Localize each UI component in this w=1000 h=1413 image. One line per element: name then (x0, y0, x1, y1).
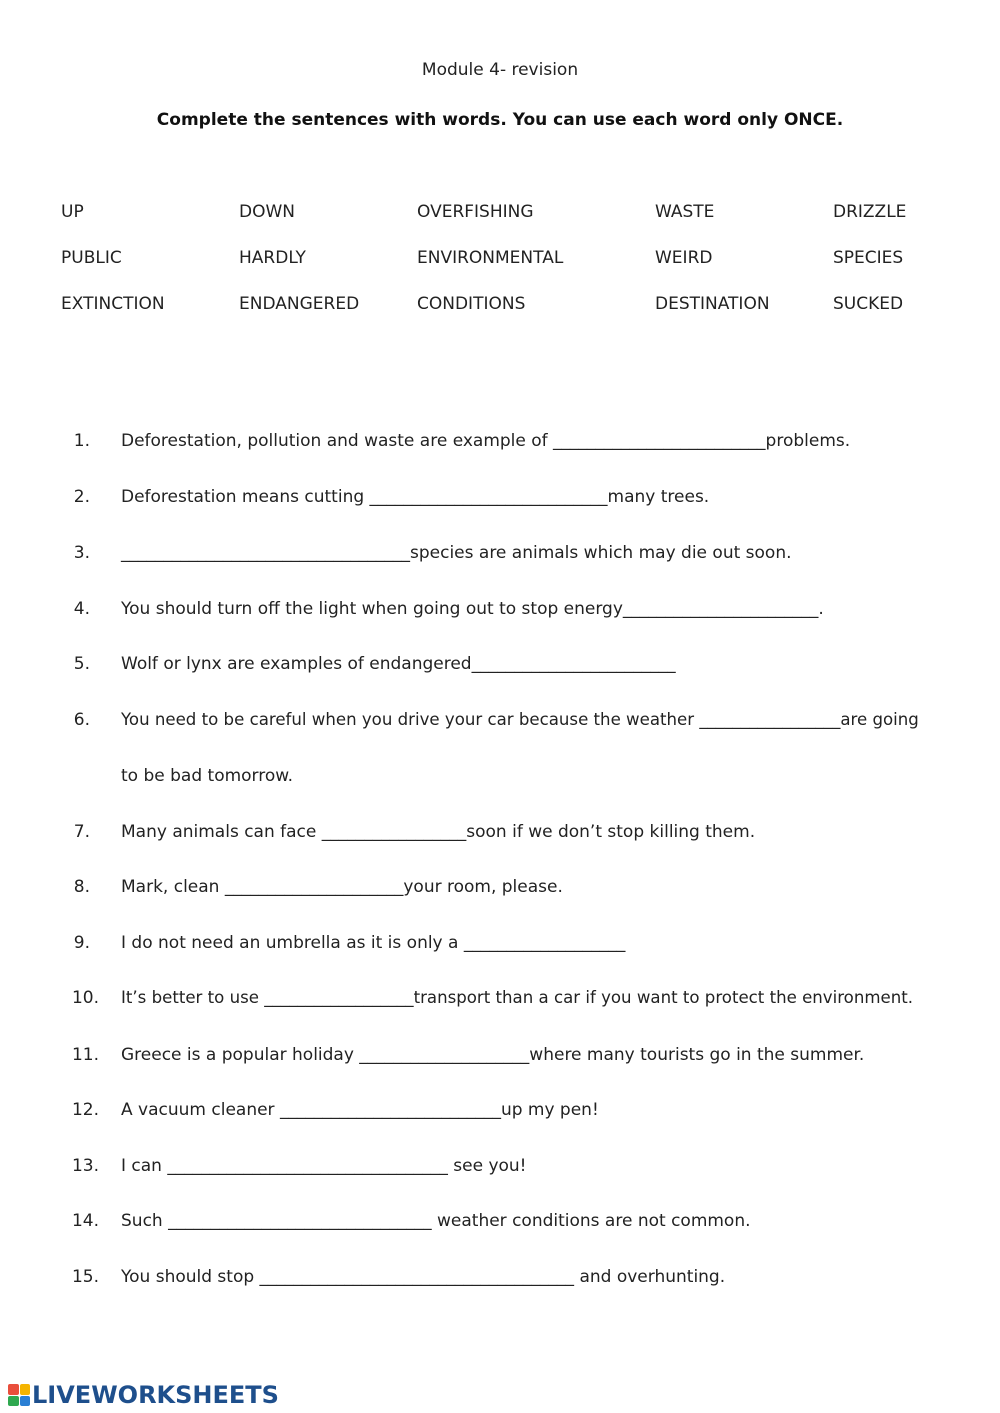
instruction-text: Complete the sentences with words. You can use each word only ONCE. (156, 110, 844, 130)
question-text: It’s better to use __________________transport than a car if you want to protect the environment. (121, 988, 914, 1007)
question-number: 5. (73, 654, 90, 674)
question-number: 13. (71, 1156, 99, 1176)
word-bank-item: SUCKED (833, 294, 904, 314)
word-bank-item: WEIRD (655, 248, 713, 268)
question-number: 14. (71, 1211, 99, 1231)
question-number: 15. (71, 1267, 99, 1287)
question-number: 8. (73, 877, 90, 897)
question-text: You should turn off the light when going out to stop energy_______________________. (121, 599, 824, 619)
question-text: I can _________________________________ see you! (121, 1156, 527, 1176)
question-continuation: to be bad tomorrow. (121, 766, 294, 786)
question-text: Wolf or lynx are examples of endangered________________________ (121, 654, 676, 674)
question-number: 10. (71, 988, 99, 1008)
question-number: 1. (73, 431, 90, 451)
word-bank-item: CONDITIONS (417, 294, 526, 314)
liveworksheets-logo[interactable] (8, 1381, 279, 1409)
page-title: Module 4- revision (421, 60, 579, 80)
word-bank-item: SPECIES (833, 248, 904, 268)
question-text: Deforestation, pollution and waste are example of _________________________problems. (121, 431, 851, 451)
word-bank-item: DOWN (239, 202, 295, 222)
word-bank-item: OVERFISHING (417, 202, 534, 222)
word-bank-item: EXTINCTION (61, 294, 165, 314)
word-bank-item: PUBLIC (61, 248, 122, 268)
word-bank-item: DRIZZLE (833, 202, 907, 222)
word-bank-item: UP (61, 202, 84, 222)
word-bank-item: WASTE (655, 202, 715, 222)
question-text: You should stop _____________________________________ and overhunting. (121, 1267, 726, 1287)
question-text: Such _______________________________ weather conditions are not common. (121, 1211, 751, 1231)
question-number: 9. (73, 933, 90, 953)
question-text: Mark, clean _____________________your room, please. (121, 877, 563, 897)
question-number: 2. (73, 487, 90, 507)
question-number: 12. (71, 1100, 99, 1120)
question-text: You need to be careful when you drive your car because the weather _________________are going (121, 710, 919, 729)
question-text: Many animals can face _________________soon if we don’t stop killing them. (121, 822, 756, 842)
question-text: Greece is a popular holiday ____________________where many tourists go in the summer. (121, 1045, 865, 1065)
question-text: __________________________________species are animals which may die out soon. (121, 543, 792, 563)
word-bank-item: ENVIRONMENTAL (417, 248, 564, 268)
question-number: 6. (73, 710, 90, 730)
word-bank-item: ENDANGERED (239, 294, 360, 314)
question-number: 7. (73, 822, 90, 842)
word-bank-item: DESTINATION (655, 294, 770, 314)
question-number: 11. (71, 1045, 99, 1065)
liveworksheets-logo-icon (8, 1384, 30, 1406)
question-text: I do not need an umbrella as it is only a ___________________ (121, 933, 626, 953)
question-number: 4. (73, 599, 90, 619)
word-bank-item: HARDLY (239, 248, 306, 268)
logo-text: LIVEWORKSHEETS (32, 1381, 279, 1409)
question-text: Deforestation means cutting ____________________________many trees. (121, 487, 710, 507)
question-number: 3. (73, 543, 90, 563)
question-text: A vacuum cleaner __________________________up my pen! (121, 1100, 599, 1120)
